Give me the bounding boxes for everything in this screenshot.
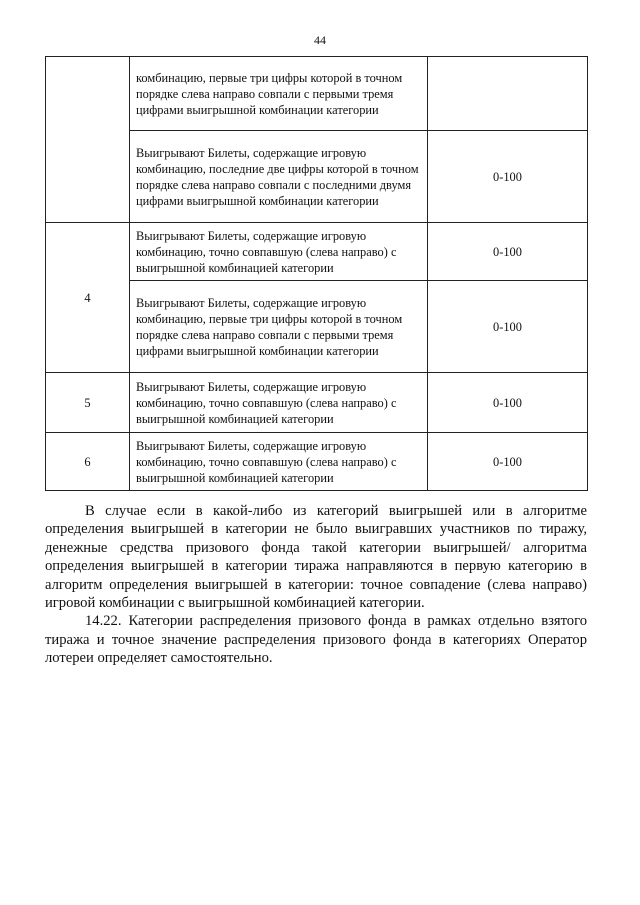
table-row (46, 433, 588, 491)
share-cell: 0-100 (428, 433, 588, 491)
table-row (46, 373, 588, 433)
page-number: 44 (314, 33, 326, 47)
prize-categories-table (45, 56, 588, 491)
description-cell: Выигрывают Билеты, содержащие игровую комбинацию, точно совпавшую (слева направо) с выигрышной комбинацией категории (130, 373, 428, 433)
category-cell: 4 (46, 223, 130, 373)
share-cell: 0-100 (428, 281, 588, 373)
description-cell: комбинацию, первые три цифры которой в точном порядке слева направо совпали с первыми тремя цифрами выигрышной комбинации категории (130, 57, 428, 131)
category-cell: 6 (46, 433, 130, 491)
category-cell (46, 57, 130, 223)
share-cell (428, 57, 588, 131)
description-cell: Выигрывают Билеты, содержащие игровую комбинацию, точно совпавшую (слева направо) с выигрышной комбинацией категории (130, 223, 428, 281)
share-cell: 0-100 (428, 223, 588, 281)
category-cell: 5 (46, 373, 130, 433)
description-cell: Выигрывают Билеты, содержащие игровую комбинацию, точно совпавшую (слева направо) с выигрышной комбинацией категории (130, 433, 428, 491)
paragraph-14-22: 14.22. Категории распределения призового фонда в рамках отдельно взятого тиража и точное значение распределения призового фонда в категориях Оператор лотереи определяет самостоятельно. (45, 613, 587, 667)
table-row (46, 57, 588, 131)
description-cell: Выигрывают Билеты, содержащие игровую комбинацию, первые три цифры которой в точном порядке слева направо совпали с первыми тремя цифрами выигрышной комбинации категории (130, 281, 428, 373)
paragraph-unclaimed-funds: В случае если в какой-либо из категорий выигрышей или в алгоритме определения выигрышей в категории не было выигравших участников по тиражу, денежные средства призового фонда такой категории выигрышей/ алгоритма определения выигрышей в категории тиража направляются в первую категорию в алгоритм определения выигрышей в категории: точное совпадение (слева направо) игровой комбинации с выигрышной комбинацией категории. (45, 503, 587, 612)
share-cell: 0-100 (428, 131, 588, 223)
body-text (45, 502, 587, 668)
description-cell: Выигрывают Билеты, содержащие игровую комбинацию, последние две цифры которой в точном порядке слева направо совпали с последними двумя цифрами выигрышной комбинации категории (130, 131, 428, 223)
table-row (46, 223, 588, 281)
share-cell: 0-100 (428, 373, 588, 433)
